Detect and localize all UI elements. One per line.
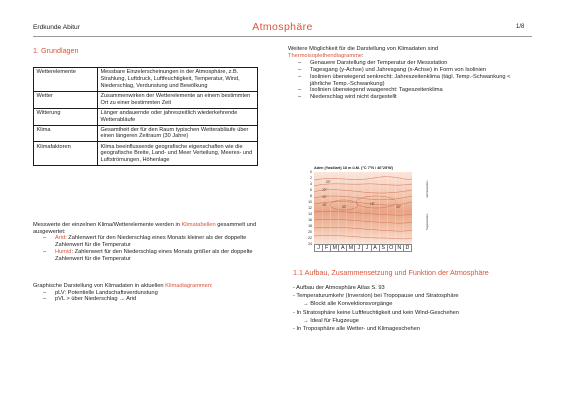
thermo-item: – Niederschlag wird nicht dargestellt bbox=[288, 94, 533, 101]
hour-tick-label: 20 bbox=[308, 230, 312, 234]
side-label-jahreszeiten: Jahreszeiten- bbox=[425, 179, 429, 198]
hour-tick-label: 22 bbox=[308, 236, 312, 240]
month-tick-label: S bbox=[379, 245, 387, 251]
month-tick-label: J bbox=[317, 245, 320, 251]
isoline-label: 32° bbox=[342, 205, 347, 209]
definition-description: Zusammenwirken der Wetterelemente an einem bestimmten Ort zu einer bestimmten Zeit bbox=[98, 91, 258, 108]
month-tick-label: O bbox=[387, 245, 395, 251]
thermoisoplethen-highlight: Thermoisoplethendiagramme bbox=[288, 52, 362, 59]
thermo-item: – Genauere Darstellung der Temperatur der Messstation bbox=[288, 60, 533, 67]
klimatabellen-block bbox=[33, 222, 273, 262]
pvl-item: – pVL > über Niederschlag → Arid bbox=[33, 296, 273, 303]
thermoisoplethen-diagram bbox=[300, 166, 440, 248]
klimadiagramme-highlight: Klimadiagrammen bbox=[165, 283, 211, 289]
definition-description: Länger andauernde oder jahreszeitlich wiederkehrende Wetterabläufe bbox=[98, 108, 258, 125]
thermoisoplethen-block: Weitere Möglichkeit für die Darstellung von Klimadaten sind Thermoisoplethendiagramme: – Genauere Darstellung der Temperatur der Messstation – Tagesgang (y-Achse) und Jahresgang (x-Achse) in Form von Isolinien – Isolinien überwiegend senkrecht: Jahreszeitenklima (tägl. Temp.-Schwankung < jährliche Temp.-Schwankung) – Isolinien überwiegend waagerecht: Tageszeitenklima – Niederschlag wird nicht dargestellt bbox=[288, 46, 533, 101]
month-tick-label: A bbox=[338, 245, 346, 251]
definition-row bbox=[34, 142, 258, 166]
isoplethen-plot bbox=[314, 172, 412, 244]
subject-label: Erdkunde Abitur bbox=[33, 24, 80, 31]
definition-term: Wetter bbox=[34, 91, 98, 108]
definition-term: Klimafaktoren bbox=[34, 142, 98, 166]
definition-row bbox=[34, 108, 258, 125]
atmos-item: - In Stratosphäre keine Luftfeuchtigkeit und kein Wind-Geschehen bbox=[293, 309, 459, 316]
month-tick-label: D bbox=[403, 245, 411, 251]
klimatabellen-intro: Messwerte der einzelnen Klima/Wetterelemente werden in Klimatabellen gesammelt und ausgewertet: bbox=[33, 222, 257, 235]
hour-tick-label: 0 bbox=[310, 170, 312, 174]
atmos-item: - Aufbau der Atmosphäre Atlas S. 93 bbox=[293, 285, 385, 291]
klimatabellen-highlight: Klimatabellen bbox=[181, 222, 216, 228]
definition-row bbox=[34, 91, 258, 108]
right-intro-line: Weitere Möglichkeit für die Darstellung von Klimadaten sind bbox=[288, 46, 439, 52]
plv-item: – pLV: Potentielle Landschaftsverdunstung bbox=[33, 290, 273, 297]
isoline-label: 30° bbox=[396, 205, 401, 209]
isoline-label: 28° bbox=[370, 202, 375, 206]
month-tick-label: N bbox=[395, 245, 403, 251]
hour-tick-label: 16 bbox=[308, 218, 312, 222]
definition-term: Klima bbox=[34, 125, 98, 142]
side-label-tageszeiten: Tageszeiten- bbox=[425, 212, 429, 230]
month-tick-label: M bbox=[330, 245, 338, 251]
definition-term: Wetterelemente bbox=[34, 68, 98, 92]
klimadiagramme-block bbox=[33, 283, 273, 303]
hour-tick-label: 4 bbox=[310, 182, 312, 186]
definition-description: Klima beeinflussende geografische eigenschaften wie die geografische Breite, Land- und Meer Verteilung, Meeres- und Luftströmungen, Höhenlage bbox=[98, 142, 258, 166]
definition-description: Messbare Einzelerscheinungen in der Atmosphäre, z.B. Strahlung, Luftdruck, Luftfeuchtigkeit, Temperatur, Wind, Niederschlag, Verdunstung und Bewölkung bbox=[98, 68, 258, 92]
definition-term: Witterung bbox=[34, 108, 98, 125]
hour-tick-label: 24 bbox=[308, 242, 312, 246]
chart-title: Aden (Yasiliart) 18 m ü.M. (°C 7°N / 46°25'W) bbox=[314, 166, 393, 170]
hour-tick-label: 6 bbox=[310, 188, 312, 192]
atmos-item: - Temperaturumkehr (Inversion) bei Tropopause und Stratosphäre bbox=[293, 293, 459, 300]
humid-item: – Humid: Zahlenwert für den Niederschlag eines Monats größer als der doppelte Zahlenwert für die Temperatur bbox=[33, 249, 273, 262]
isoline-label: 24° bbox=[322, 195, 327, 199]
definition-row bbox=[34, 68, 258, 92]
atmos-subitem: → Blockt alle Konvektionsvorgänge bbox=[303, 301, 393, 308]
month-tick-label: J bbox=[362, 245, 370, 251]
page-title: Atmosphäre bbox=[252, 21, 313, 33]
atmos-item: - In Troposphäre alle Wetter- und Klimageschehen bbox=[293, 326, 420, 333]
isoline-label: 22° bbox=[322, 188, 327, 192]
thermo-item: – Isolinien überwiegend senkrecht: Jahreszeitenklima (tägl. Temp.-Schwankung < jährliche Temp.-Schwankung) bbox=[288, 74, 533, 87]
definitions-table bbox=[33, 67, 258, 166]
section-title-grundlagen: 1. Grundlagen bbox=[33, 46, 79, 55]
isoline-label: 20° bbox=[326, 180, 331, 184]
definition-description: Gesamtheit der für den Raum typischen Wetterabläufe über einen längeren Zeitraum (30 Jahre) bbox=[98, 125, 258, 142]
isoline-label: 26° bbox=[322, 203, 327, 207]
month-tick-label: J bbox=[354, 245, 362, 251]
hour-tick-label: 2 bbox=[310, 176, 312, 180]
hour-tick-label: 10 bbox=[308, 200, 312, 204]
month-tick-label: F bbox=[322, 245, 330, 251]
thermo-item: – Tagesgang (y-Achse) und Jahresgang (x-Achse) in Form von Isolinien bbox=[288, 67, 533, 74]
month-axis bbox=[314, 244, 412, 252]
arid-item: – Arid: Zahlenwert für den Niederschlag eines Monats kleiner als der doppelte Zahlenwert für die Temperatur bbox=[33, 235, 273, 248]
klimadiagramme-intro: Graphische Darstellung von Klimadaten in aktuellen Klimadiagrammen: bbox=[33, 283, 213, 289]
atmosphaere-list bbox=[293, 284, 533, 333]
hour-axis bbox=[296, 172, 312, 246]
hour-tick-label: 8 bbox=[310, 194, 312, 198]
thermo-item: – Isolinien überwiegend waagerecht: Tageszeitenklima bbox=[288, 87, 533, 94]
hour-tick-label: 14 bbox=[308, 212, 312, 216]
header-divider bbox=[33, 36, 532, 37]
month-tick-label: A bbox=[371, 245, 379, 251]
hour-tick-label: 12 bbox=[308, 206, 312, 210]
month-tick-label: M bbox=[346, 245, 354, 251]
hour-tick-label: 18 bbox=[308, 224, 312, 228]
page-number: 1/8 bbox=[516, 24, 525, 30]
definition-row bbox=[34, 125, 258, 142]
atmos-subitem: → Ideal für Flugzeuge bbox=[303, 317, 359, 324]
section-title-aufbau: 1.1 Aufbau, Zusammensetzung und Funktion der Atmosphäre bbox=[293, 268, 489, 277]
